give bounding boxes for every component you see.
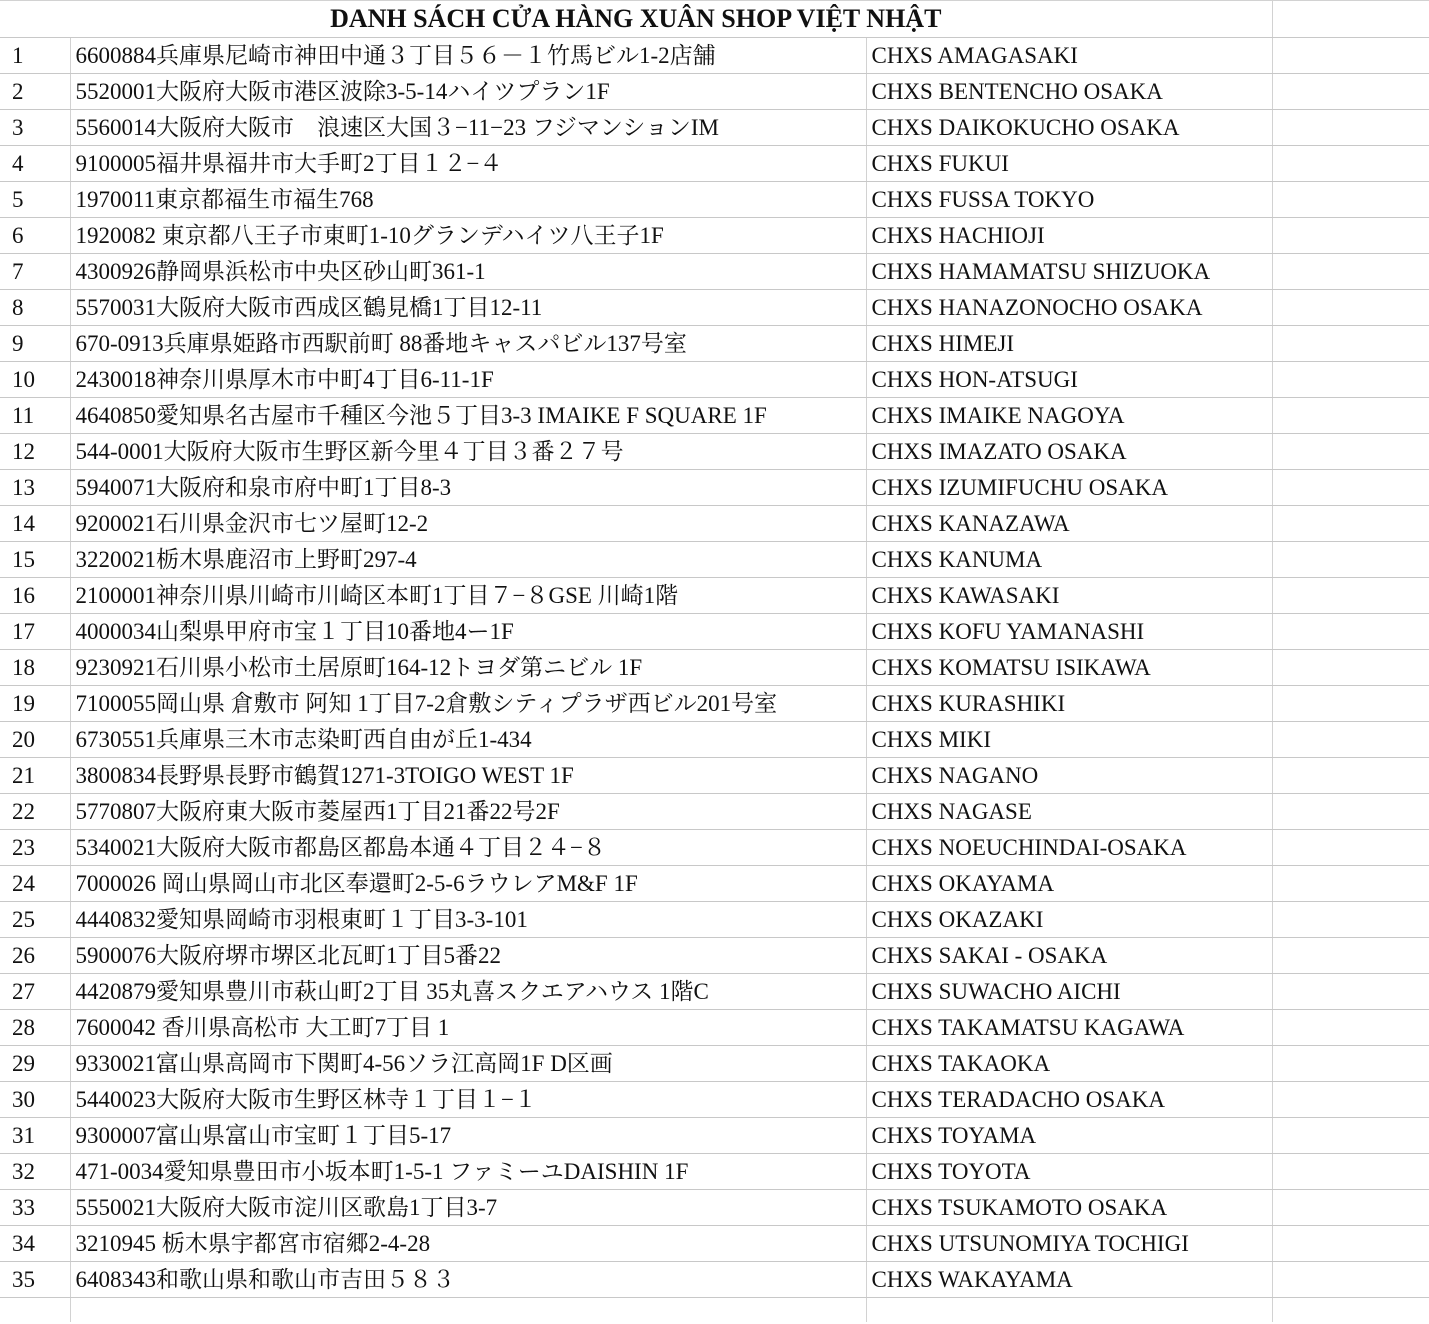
empty-cell[interactable] — [1272, 974, 1429, 1010]
empty-cell[interactable] — [1272, 1262, 1429, 1298]
store-name-cell[interactable]: CHXS HON-ATSUGI — [866, 362, 1272, 398]
row-number-cell[interactable]: 27 — [0, 974, 70, 1010]
store-name-cell[interactable]: CHXS NAGASE — [866, 794, 1272, 830]
table-row — [0, 434, 1429, 470]
row-number-cell[interactable]: 6 — [0, 218, 70, 254]
table-row — [0, 794, 1429, 830]
address-cell[interactable]: 9100005福井県福井市大手町2丁目１２−４ — [70, 146, 866, 182]
row-number-cell[interactable]: 33 — [0, 1190, 70, 1226]
store-name-cell[interactable]: CHXS TOYOTA — [866, 1154, 1272, 1190]
address-cell[interactable]: 5560014大阪府大阪市 浪速区大国３−11−23 フジマンションIM — [70, 110, 866, 146]
address-cell[interactable]: 5940071大阪府和泉市府中町1丁目8-3 — [70, 470, 866, 506]
row-number-cell[interactable]: 25 — [0, 902, 70, 938]
address-cell[interactable]: 2430018神奈川県厚木市中町4丁目6-11-1F — [70, 362, 866, 398]
table-row — [0, 1010, 1429, 1046]
store-name-cell[interactable]: CHXS TAKAMATSU KAGAWA — [866, 1010, 1272, 1046]
store-name-cell[interactable]: CHXS BENTENCHO OSAKA — [866, 74, 1272, 110]
store-name-cell[interactable]: CHXS TERADACHO OSAKA — [866, 1082, 1272, 1118]
table-row — [0, 902, 1429, 938]
row-number-cell[interactable]: 30 — [0, 1082, 70, 1118]
empty-cell[interactable] — [70, 1298, 866, 1323]
table-row — [0, 1154, 1429, 1190]
empty-cell[interactable] — [1272, 1298, 1429, 1323]
address-cell[interactable]: 6600884兵庫県尼崎市神田中通３丁目５６－１竹馬ビル1-2店舗 — [70, 38, 866, 74]
title-row — [0, 1, 1429, 38]
row-number-cell[interactable]: 2 — [0, 74, 70, 110]
row-number-cell[interactable]: 31 — [0, 1118, 70, 1154]
row-number-cell[interactable]: 10 — [0, 362, 70, 398]
row-number-cell[interactable]: 16 — [0, 578, 70, 614]
table-row — [0, 74, 1429, 110]
row-number-cell[interactable]: 21 — [0, 758, 70, 794]
address-cell[interactable]: 5520001大阪府大阪市港区波除3-5-14ハイツプラン1F — [70, 74, 866, 110]
empty-cell[interactable] — [1272, 38, 1429, 74]
address-cell[interactable]: 7600042 香川県高松市 大工町7丁目 1 — [70, 1010, 866, 1046]
store-name-cell[interactable]: CHXS UTSUNOMIYA TOCHIGI — [866, 1226, 1272, 1262]
store-name-cell[interactable]: CHXS TOYAMA — [866, 1118, 1272, 1154]
store-name-cell[interactable]: CHXS KOFU YAMANASHI — [866, 614, 1272, 650]
store-name-cell[interactable]: CHXS SUWACHO AICHI — [866, 974, 1272, 1010]
row-number-cell[interactable]: 19 — [0, 686, 70, 722]
row-number-cell[interactable]: 24 — [0, 866, 70, 902]
address-cell[interactable]: 5340021大阪府大阪市都島区都島本通４丁目２４−８ — [70, 830, 866, 866]
empty-cell[interactable] — [1272, 902, 1429, 938]
address-cell[interactable]: 9230921石川県小松市土居原町164-12トヨダ第ニビル 1F — [70, 650, 866, 686]
row-number-cell[interactable]: 4 — [0, 146, 70, 182]
address-cell[interactable]: 3210945 栃木県宇都宮市宿郷2-4-28 — [70, 1226, 866, 1262]
store-name-cell[interactable]: CHXS HANAZONOCHO OSAKA — [866, 290, 1272, 326]
empty-cell[interactable] — [1272, 110, 1429, 146]
address-cell[interactable]: 5770807大阪府東大阪市菱屋西1丁目21番22号2F — [70, 794, 866, 830]
empty-cell[interactable] — [1272, 218, 1429, 254]
table-row — [0, 758, 1429, 794]
empty-cell[interactable] — [1272, 254, 1429, 290]
table-row — [0, 326, 1429, 362]
empty-cell[interactable] — [1272, 686, 1429, 722]
address-cell[interactable]: 6408343和歌山県和歌山市吉田５８３ — [70, 1262, 866, 1298]
address-cell[interactable]: 5440023大阪府大阪市生野区林寺１丁目１−１ — [70, 1082, 866, 1118]
store-name-cell[interactable]: CHXS MIKI — [866, 722, 1272, 758]
store-name-cell[interactable]: CHXS AMAGASAKI — [866, 38, 1272, 74]
empty-cell[interactable] — [1272, 398, 1429, 434]
table-row — [0, 578, 1429, 614]
row-number-cell[interactable]: 1 — [0, 38, 70, 74]
store-name-cell[interactable]: CHXS OKAZAKI — [866, 902, 1272, 938]
address-cell[interactable]: 5550021大阪府大阪市淀川区歌島1丁目3-7 — [70, 1190, 866, 1226]
table-row — [0, 398, 1429, 434]
empty-cell[interactable] — [1272, 578, 1429, 614]
table-row — [0, 218, 1429, 254]
address-cell[interactable]: 6730551兵庫県三木市志染町西自由が丘1-434 — [70, 722, 866, 758]
empty-cell[interactable] — [1272, 614, 1429, 650]
table-row — [0, 974, 1429, 1010]
empty-cell[interactable] — [1272, 362, 1429, 398]
row-number-cell[interactable]: 8 — [0, 290, 70, 326]
address-cell[interactable]: 3800834長野県長野市鶴賀1271-3TOIGO WEST 1F — [70, 758, 866, 794]
store-name-cell[interactable]: CHXS KANAZAWA — [866, 506, 1272, 542]
table-row — [0, 830, 1429, 866]
store-name-cell[interactable]: CHXS NOEUCHINDAI-OSAKA — [866, 830, 1272, 866]
empty-cell[interactable] — [1272, 722, 1429, 758]
table-row — [0, 470, 1429, 506]
row-number-cell[interactable]: 17 — [0, 614, 70, 650]
empty-cell[interactable] — [1272, 830, 1429, 866]
table-row — [0, 182, 1429, 218]
store-name-cell[interactable]: CHXS FUSSA TOKYO — [866, 182, 1272, 218]
table-row — [0, 38, 1429, 74]
store-name-cell[interactable]: CHXS OKAYAMA — [866, 866, 1272, 902]
address-cell[interactable]: 7100055岡山県 倉敷市 阿知 1丁目7-2倉敷シティプラザ西ビル201号室 — [70, 686, 866, 722]
address-cell[interactable]: 9330021富山県高岡市下関町4-56ソラ江高岡1F D区画 — [70, 1046, 866, 1082]
address-cell[interactable]: 4440832愛知県岡崎市羽根東町１丁目3-3-101 — [70, 902, 866, 938]
table-row — [0, 650, 1429, 686]
empty-cell[interactable] — [1272, 506, 1429, 542]
empty-cell[interactable] — [0, 1298, 70, 1323]
empty-cell[interactable] — [1272, 470, 1429, 506]
store-name-cell[interactable]: CHXS SAKAI - OSAKA — [866, 938, 1272, 974]
row-number-cell[interactable]: 5 — [0, 182, 70, 218]
store-name-cell[interactable]: CHXS KAWASAKI — [866, 578, 1272, 614]
empty-cell[interactable] — [1272, 758, 1429, 794]
row-number-cell[interactable]: 14 — [0, 506, 70, 542]
table-row — [0, 290, 1429, 326]
address-cell[interactable]: 9200021石川県金沢市七ツ屋町12-2 — [70, 506, 866, 542]
address-cell[interactable]: 1970011東京都福生市福生768 — [70, 182, 866, 218]
empty-cell[interactable] — [1272, 326, 1429, 362]
empty-cell[interactable] — [1272, 866, 1429, 902]
empty-cell[interactable] — [1272, 290, 1429, 326]
empty-cell[interactable] — [1272, 182, 1429, 218]
table-row — [0, 1226, 1429, 1262]
row-number-cell[interactable]: 26 — [0, 938, 70, 974]
empty-cell[interactable] — [1272, 1190, 1429, 1226]
table-row — [0, 686, 1429, 722]
empty-cell[interactable] — [1272, 794, 1429, 830]
table-row — [0, 506, 1429, 542]
address-cell[interactable]: 9300007富山県富山市宝町１丁目5-17 — [70, 1118, 866, 1154]
store-name-cell[interactable]: CHXS FUKUI — [866, 146, 1272, 182]
empty-cell[interactable] — [1272, 1226, 1429, 1262]
table-row — [0, 110, 1429, 146]
row-number-cell[interactable]: 22 — [0, 794, 70, 830]
store-name-cell[interactable]: CHXS WAKAYAMA — [866, 1262, 1272, 1298]
store-name-cell[interactable]: CHXS KOMATSU ISIKAWA — [866, 650, 1272, 686]
store-name-cell[interactable]: CHXS KANUMA — [866, 542, 1272, 578]
row-number-cell[interactable]: 9 — [0, 326, 70, 362]
empty-cell[interactable] — [1272, 1046, 1429, 1082]
store-name-cell[interactable]: CHXS HIMEJI — [866, 326, 1272, 362]
table-row — [0, 1082, 1429, 1118]
address-cell[interactable]: 7000026 岡山県岡山市北区奉還町2-5-6ラウレアM&F 1F — [70, 866, 866, 902]
table-row — [0, 254, 1429, 290]
address-cell[interactable]: 4640850愛知県名古屋市千種区今池５丁目3-3 IMAIKE F SQUARE 1F — [70, 398, 866, 434]
row-number-cell[interactable]: 28 — [0, 1010, 70, 1046]
table-row — [0, 866, 1429, 902]
store-name-cell[interactable]: CHXS IMAIKE NAGOYA — [866, 398, 1272, 434]
row-number-cell[interactable]: 15 — [0, 542, 70, 578]
row-number-cell[interactable]: 35 — [0, 1262, 70, 1298]
empty-cell[interactable] — [1272, 1, 1429, 38]
table-row — [0, 938, 1429, 974]
address-cell[interactable]: 4000034山梨県甲府市宝１丁目10番地4ー1F — [70, 614, 866, 650]
address-cell[interactable]: 5900076大阪府堺市堺区北瓦町1丁目5番22 — [70, 938, 866, 974]
store-name-cell[interactable]: CHXS IMAZATO OSAKA — [866, 434, 1272, 470]
empty-cell[interactable] — [1272, 650, 1429, 686]
empty-cell[interactable] — [1272, 542, 1429, 578]
table-row — [0, 1262, 1429, 1298]
address-cell[interactable]: 1920082 東京都八王子市東町1-10グランデハイツ八王子1F — [70, 218, 866, 254]
store-name-cell[interactable]: CHXS IZUMIFUCHU OSAKA — [866, 470, 1272, 506]
table-row — [0, 1046, 1429, 1082]
table-row — [0, 614, 1429, 650]
empty-cell[interactable] — [1272, 938, 1429, 974]
row-number-cell[interactable]: 13 — [0, 470, 70, 506]
table-row — [0, 722, 1429, 758]
address-cell[interactable]: 544-0001大阪府大阪市生野区新今里４丁目３番２７号 — [70, 434, 866, 470]
empty-cell[interactable] — [1272, 146, 1429, 182]
row-number-cell[interactable]: 32 — [0, 1154, 70, 1190]
store-name-cell[interactable]: CHXS TAKAOKA — [866, 1046, 1272, 1082]
row-number-cell[interactable]: 3 — [0, 110, 70, 146]
address-cell[interactable]: 471-0034愛知県豊田市小坂本町1-5-1 ファミーユDAISHIN 1F — [70, 1154, 866, 1190]
row-number-cell[interactable]: 11 — [0, 398, 70, 434]
store-name-cell[interactable]: CHXS NAGANO — [866, 758, 1272, 794]
address-cell[interactable]: 2100001神奈川県川崎市川崎区本町1丁目７−８GSE 川崎1階 — [70, 578, 866, 614]
address-cell[interactable]: 3220021栃木県鹿沼市上野町297-4 — [70, 542, 866, 578]
store-name-cell[interactable]: CHXS TSUKAMOTO OSAKA — [866, 1190, 1272, 1226]
empty-cell[interactable] — [1272, 74, 1429, 110]
empty-cell[interactable] — [866, 1298, 1272, 1323]
table-row — [0, 146, 1429, 182]
empty-cell[interactable] — [1272, 1118, 1429, 1154]
row-number-cell[interactable]: 12 — [0, 434, 70, 470]
row-number-cell[interactable]: 7 — [0, 254, 70, 290]
address-cell[interactable]: 4420879愛知県豊川市萩山町2丁目 35丸喜スクエアハウス 1階C — [70, 974, 866, 1010]
address-cell[interactable]: 4300926静岡県浜松市中央区砂山町361-1 — [70, 254, 866, 290]
store-name-cell[interactable]: CHXS HACHIOJI — [866, 218, 1272, 254]
table-row — [0, 1118, 1429, 1154]
table-row — [0, 362, 1429, 398]
row-number-cell[interactable]: 20 — [0, 722, 70, 758]
empty-row — [0, 1298, 1429, 1323]
row-number-cell[interactable]: 23 — [0, 830, 70, 866]
row-number-cell[interactable]: 18 — [0, 650, 70, 686]
row-number-cell[interactable]: 34 — [0, 1226, 70, 1262]
store-name-cell[interactable]: CHXS HAMAMATSU SHIZUOKA — [866, 254, 1272, 290]
table-row — [0, 542, 1429, 578]
table-row — [0, 1190, 1429, 1226]
empty-cell[interactable] — [1272, 1010, 1429, 1046]
empty-cell[interactable] — [1272, 434, 1429, 470]
row-number-cell[interactable]: 29 — [0, 1046, 70, 1082]
sheet-body — [0, 1, 1429, 1323]
store-name-cell[interactable]: CHXS KURASHIKI — [866, 686, 1272, 722]
address-cell[interactable]: 5570031大阪府大阪市西成区鶴見橋1丁目12-11 — [70, 290, 866, 326]
address-cell[interactable]: 670-0913兵庫県姫路市西駅前町 88番地キャスパビル137号室 — [70, 326, 866, 362]
sheet-title[interactable]: DANH SÁCH CỬA HÀNG XUÂN SHOP VIỆT NHẬT — [0, 1, 1272, 38]
empty-cell[interactable] — [1272, 1154, 1429, 1190]
empty-cell[interactable] — [1272, 1082, 1429, 1118]
store-name-cell[interactable]: CHXS DAIKOKUCHO OSAKA — [866, 110, 1272, 146]
